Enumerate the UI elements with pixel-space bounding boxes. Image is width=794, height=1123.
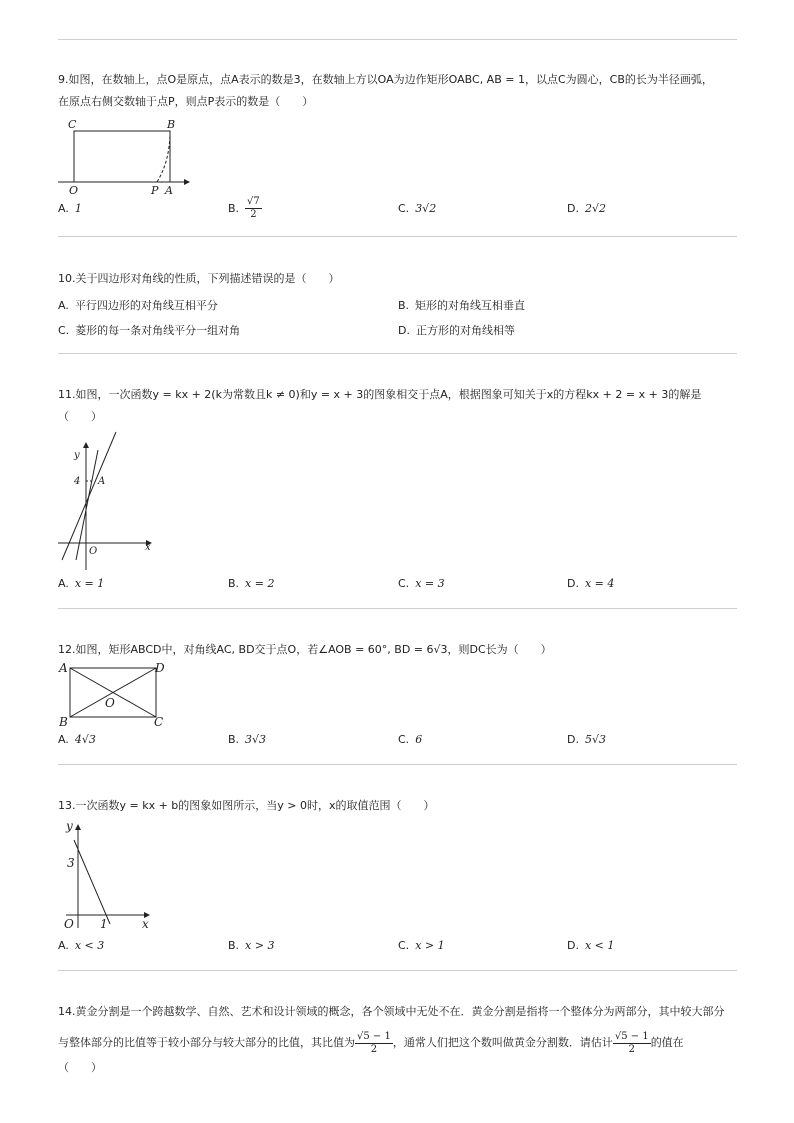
divider-q11 xyxy=(58,608,737,609)
q11-option-c[interactable]: C. x = 3 xyxy=(398,577,445,590)
q13-label-x: x xyxy=(142,917,149,931)
divider-q10 xyxy=(58,353,737,354)
q13-option-c[interactable]: C. x > 1 xyxy=(398,939,445,952)
q11-option-a[interactable]: A. x = 1 xyxy=(58,577,105,590)
q13-label-1: 1 xyxy=(100,917,108,931)
question-11-stem xyxy=(58,384,738,428)
question-9-line2: 在原点右侧交数轴于点P，则点P表示的数是（ ） xyxy=(58,95,314,108)
question-11-line2: （ ） xyxy=(58,410,102,423)
q12-label-o: O xyxy=(105,696,115,710)
question-12-stem: 12.如图，矩形ABCD中，对角线AC, BD交于点O，若∠AOB = 60°, BD = 6√3，则DC长为（ ） xyxy=(58,643,552,656)
q11-label-o: O xyxy=(89,546,98,557)
question-12-figure xyxy=(58,660,168,730)
q11-label-a: A xyxy=(98,476,106,487)
q11-label-x: x xyxy=(145,542,151,553)
q9-label-p: P xyxy=(151,184,159,197)
q10-option-d[interactable]: D. 正方形的对角线相等 xyxy=(398,324,515,337)
divider-q12 xyxy=(58,764,737,765)
q14-golden-ratio-fraction-1: $\frac{√5 - 1}{2}$ xyxy=(357,1030,391,1055)
q13-label-y: y xyxy=(66,819,73,833)
q10-option-b[interactable]: B. 矩形的对角线互相垂直 xyxy=(398,299,526,312)
q11-label-y: y xyxy=(74,450,80,461)
question-11-figure xyxy=(58,430,158,570)
q9-option-d[interactable]: D. 2√2 xyxy=(567,202,606,215)
q9-label-a: A xyxy=(165,184,173,197)
q11-option-b[interactable]: B. x = 2 xyxy=(228,577,275,590)
q13-label-3: 3 xyxy=(67,856,75,870)
q9-option-b[interactable]: B. $\frac{√7}{2}$ xyxy=(228,196,260,220)
question-14-line3: （ ） xyxy=(58,1061,102,1074)
q14-golden-ratio-fraction-2: $\frac{√5 - 1}{2}$ xyxy=(614,1030,649,1055)
question-10-stem: 10.关于四边形对角线的性质，下列描述错误的是（ ） xyxy=(58,272,340,285)
question-14-line1: 14.黄金分割是一个跨越数学、自然、艺术和设计领域的概念，各个领域中无处不在．黄金分割是指将一个整体分为两部分，其中较大部分 xyxy=(58,1005,725,1018)
q13-option-b[interactable]: B. x > 3 xyxy=(228,939,275,952)
q12-option-a[interactable]: A. 4√3 xyxy=(58,733,96,746)
q11-label-4: 4 xyxy=(74,476,81,487)
q9-option-a[interactable]: A. 1 xyxy=(58,202,82,215)
q9-option-b-fraction: $\frac{√7}{2}$ xyxy=(247,196,260,220)
q12-option-c[interactable]: C. 6 xyxy=(398,733,423,746)
q9-label-o: O xyxy=(69,184,79,197)
q10-option-c[interactable]: C. 菱形的每一条对角线平分一组对角 xyxy=(58,324,241,337)
q12-label-a: A xyxy=(59,661,68,675)
q9-option-c[interactable]: C. 3√2 xyxy=(398,202,437,215)
question-14-stem xyxy=(58,1001,738,1079)
q13-option-a[interactable]: A. x < 3 xyxy=(58,939,105,952)
q10-option-a[interactable]: A. 平行四边形的对角线互相平分 xyxy=(58,299,218,312)
question-13-stem: 13.一次函数y = kx + b的图象如图所示，当y > 0时，x的取值范围（ ） xyxy=(58,799,435,812)
q12-label-d: D xyxy=(155,661,165,675)
question-11-line1: 11.如图，一次函数y = kx + 2(k为常数且k ≠ 0)和y = x + 3的图象相交于点A，根据图象可知关于x的方程kx + 2 = x + 3的解是 xyxy=(58,388,702,401)
question-13-figure xyxy=(58,818,158,930)
question-9-figure xyxy=(58,116,198,196)
q12-label-c: C xyxy=(154,715,164,729)
question-14-line2: 与整体部分的比值等于较小部分与较大部分的比值，其比值为 $\frac{√5 - 1}{2}$ ，通常人们把这个数叫做黄金分割数．请估计 $\frac{√5 - 1}{2}$ 的值在 xyxy=(58,1030,684,1055)
q13-option-d[interactable]: D. x < 1 xyxy=(567,939,615,952)
question-9-line1: 9.如图，在数轴上，点O是原点，点A表示的数是3，在数轴上方以OA为边作矩形OABC, AB = 1，以点C为圆心，CB的长为半径画弧， xyxy=(58,73,713,86)
q13-label-o: O xyxy=(64,917,74,931)
q12-label-b: B xyxy=(59,715,68,729)
q9-label-b: B xyxy=(167,118,176,131)
divider-q9 xyxy=(58,236,737,237)
divider-q13 xyxy=(58,970,737,971)
q9-label-c: C xyxy=(68,118,77,131)
divider-top xyxy=(58,39,737,40)
q12-option-d[interactable]: D. 5√3 xyxy=(567,733,606,746)
question-9-stem xyxy=(58,69,738,113)
q12-option-b[interactable]: B. 3√3 xyxy=(228,733,267,746)
q11-option-d[interactable]: D. x = 4 xyxy=(567,577,615,590)
